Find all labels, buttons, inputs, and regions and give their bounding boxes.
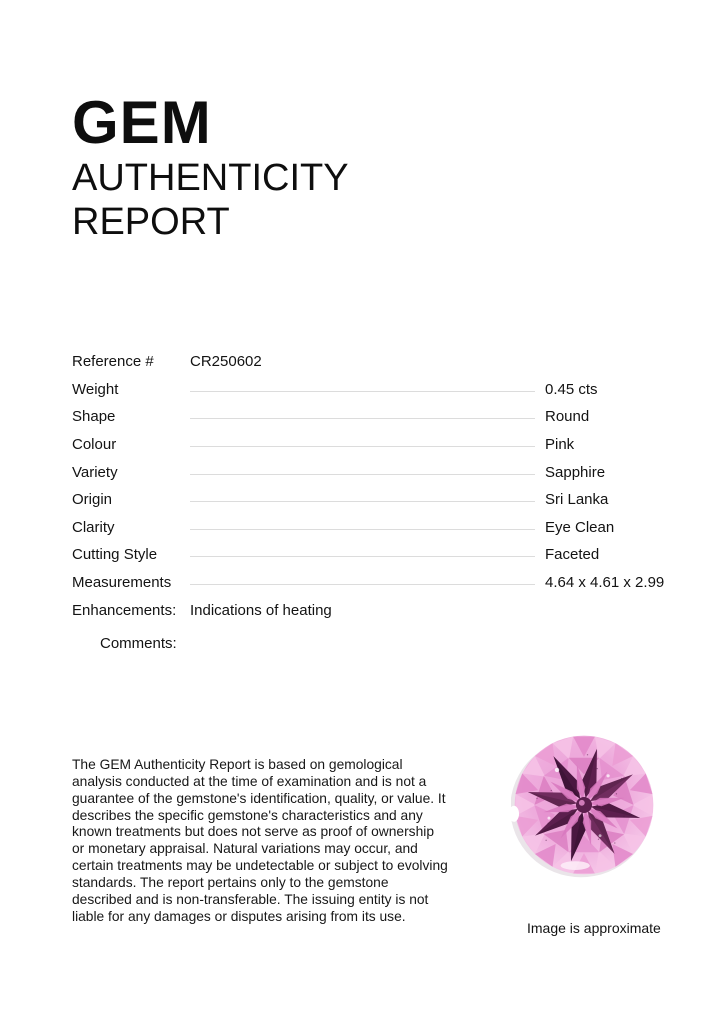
field-value-origin: Sri Lanka: [545, 491, 609, 509]
field-value-clarity: Eye Clean: [545, 518, 615, 536]
field-row-cutting-style: [72, 541, 724, 569]
disclaimer-text: The GEM Authenticity Report is based on gemological analysis conducted at the time of examination and is not a guarantee of the gemstone's identification, quality, or value. It describes the specific gemstone's characteristics and any known treatments but does not serve as proof of ownership or monetary appraisal. Natural variations may occur, and certain treatments may be undetectable or subject to evolving standards. The report pertains only to the gemstone described and is non-transferable. The issuing entity is not liable for any damages or disputes arising from its use.: [72, 757, 448, 924]
leader-line: [190, 529, 535, 530]
leader-line: [190, 501, 535, 502]
field-label-measurements: Measurements: [72, 574, 172, 592]
leader-line: [190, 556, 535, 557]
field-row-origin: [72, 486, 724, 514]
field-row-weight: [72, 376, 724, 404]
field-label-cutting-style: Cutting Style: [72, 546, 158, 564]
report-header: [72, 89, 349, 243]
field-label-weight: Weight: [72, 380, 119, 398]
field-label-origin: Origin: [72, 491, 113, 509]
field-row-reference: [72, 348, 724, 376]
field-value-colour: Pink: [545, 436, 575, 454]
leader-line: [190, 584, 535, 585]
field-value-enhancements: Indications of heating: [190, 601, 332, 619]
field-value-measurements: 4.64 x 4.61 x 2.99: [545, 574, 665, 592]
field-row-variety: [72, 458, 724, 486]
field-row-colour: [72, 431, 724, 459]
report-subtitle-line2: REPORT: [72, 201, 230, 243]
leader-line: [190, 474, 535, 475]
field-value-shape: Round: [545, 408, 590, 426]
gemstone-photo: [511, 731, 657, 879]
report-subtitle-line1: AUTHENTICITY: [72, 157, 349, 199]
leader-line: [190, 391, 535, 392]
gemstone-illustration: [511, 731, 657, 879]
field-value-variety: Sapphire: [545, 463, 606, 481]
field-label-enhancements: Enhancements:: [72, 601, 177, 619]
gem-details-section: [72, 348, 724, 658]
field-value-weight: 0.45 cts: [545, 380, 598, 398]
field-value-cutting-style: Faceted: [545, 546, 600, 564]
report-title: GEM: [72, 89, 212, 156]
field-label-shape: Shape: [72, 408, 116, 426]
field-row-enhancements: [72, 596, 724, 624]
field-label-reference: Reference #: [72, 353, 154, 371]
image-caption: Image is approximate: [527, 920, 661, 936]
field-label-variety: Variety: [72, 463, 118, 481]
field-value-reference: CR250602: [190, 353, 262, 371]
leader-line: [190, 446, 535, 447]
field-row-comments: [72, 630, 724, 658]
field-row-shape: [72, 403, 724, 431]
leader-line: [190, 418, 535, 419]
field-label-comments: Comments:: [100, 635, 177, 653]
field-row-clarity: [72, 514, 724, 542]
field-label-clarity: Clarity: [72, 518, 115, 536]
field-label-colour: Colour: [72, 436, 117, 454]
field-row-measurements: [72, 569, 724, 597]
